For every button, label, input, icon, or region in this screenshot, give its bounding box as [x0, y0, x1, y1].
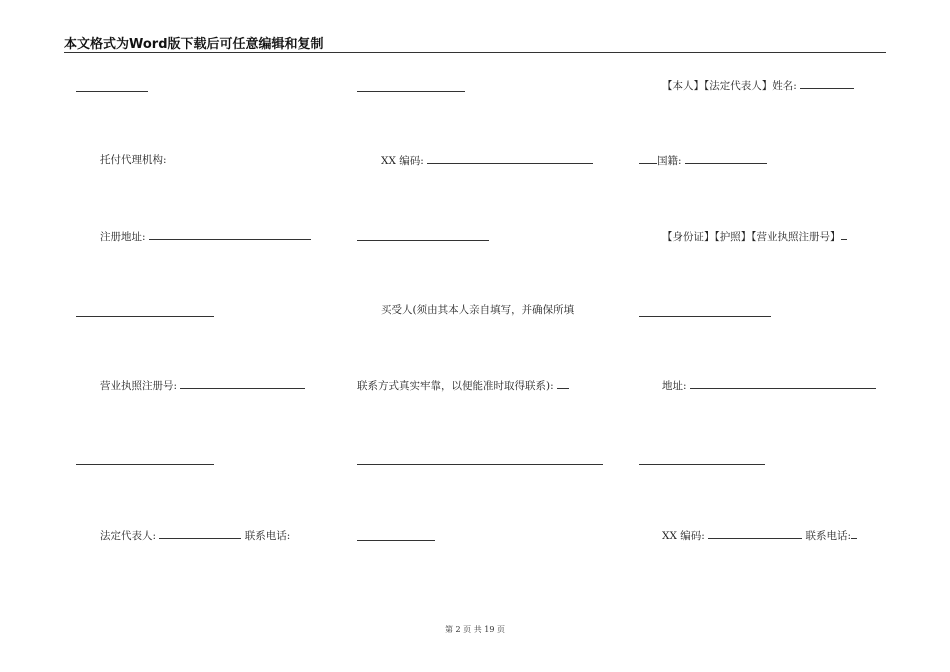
- blank-line: [149, 229, 311, 240]
- blank-line: [76, 316, 214, 317]
- form-field-code-phone: [662, 528, 857, 543]
- form-field-name: [662, 78, 854, 93]
- blank-line: [639, 153, 657, 164]
- label-code-2: XX 编码:: [662, 530, 705, 542]
- label-id-type: 【身份证】【护照】【营业执照注册号】: [662, 231, 841, 243]
- label-buyer-note: 买受人(须由其本人亲自填写，并确保所填: [381, 304, 575, 316]
- form-field-contact-note: [357, 378, 569, 393]
- header-divider: [64, 52, 886, 53]
- label-nationality: 国籍:: [657, 155, 682, 167]
- label-agent-org: 托付代理机构:: [100, 154, 167, 166]
- label-name: 【本人】【法定代表人】姓名:: [662, 80, 797, 92]
- blank-line: [76, 91, 148, 92]
- blank-line: [685, 153, 767, 164]
- blank-line: [639, 464, 765, 465]
- label-reg-address: 注册地址:: [100, 231, 146, 243]
- blank-line: [841, 229, 847, 240]
- form-field-code: [381, 153, 593, 168]
- blank-line: [357, 540, 435, 541]
- blank-line: [800, 78, 854, 89]
- blank-line: [557, 378, 569, 389]
- blank-line: [357, 91, 465, 92]
- blank-line: [690, 378, 876, 389]
- form-field-reg-address: [100, 229, 311, 244]
- page-number: 第 2 页 共 19 页: [445, 625, 505, 634]
- blank-line: [180, 378, 305, 389]
- label-contact-note: 联系方式真实牢靠，以便能准时取得联系):: [357, 380, 554, 392]
- blank-line: [159, 528, 241, 539]
- document-header-title: 本文格式为Word版下载后可任意编辑和复制: [64, 37, 324, 52]
- blank-line: [357, 240, 489, 241]
- label-legal-rep: 法定代表人:: [100, 530, 157, 542]
- blank-line: [427, 153, 593, 164]
- label-phone: 联系电话:: [244, 530, 291, 542]
- label-phone-2: 联系电话:: [805, 530, 852, 542]
- blank-line: [357, 464, 603, 465]
- label-license-no: 营业执照注册号:: [100, 380, 178, 392]
- blank-line: [639, 316, 771, 317]
- label-code: XX 编码:: [381, 155, 424, 167]
- form-field-legal-rep: [100, 528, 290, 543]
- blank-line: [851, 528, 857, 539]
- form-field-nationality: [639, 153, 767, 168]
- blank-line: [76, 464, 214, 465]
- form-field-address: [662, 378, 876, 393]
- label-address: 地址:: [662, 380, 687, 392]
- blank-line: [708, 528, 802, 539]
- form-field-license-no: [100, 378, 305, 393]
- form-field-id-type: [662, 229, 847, 244]
